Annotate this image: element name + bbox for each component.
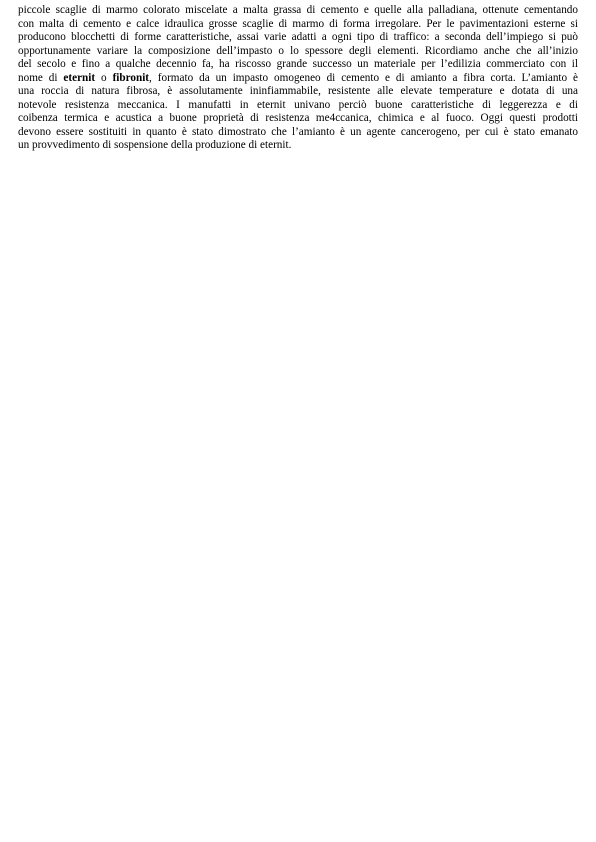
paragraph-line: del secolo e fino a qualche decennio fa, ha riscosso grande successo un materiale per l’edilizia commerciato con il — [18, 58, 578, 70]
paragraph-line: producono blocchetti di forme caratteristiche, assai varie adatti a ogni tipo di traffico: a seconda dell’impiego si può — [18, 31, 578, 43]
paragraph-line: notevole resistenza meccanica. I manufatti in eternit univano perciò buone caratteristiche di leggerezza e di — [18, 98, 578, 111]
paragraph-line: piccole scaglie di marmo colorato miscelate a malta grassa di cemento e quelle alla palladiana, ottenute cementando — [18, 4, 578, 16]
paragraph-line-last: un provvedimento di sospensione della produzione di eternit. — [18, 139, 292, 151]
paragraph-line: una roccia di natura fibrosa, è assolutamente ininfiammabile, resistente alle elevate temperature e dotata di una — [18, 85, 578, 97]
line-suffix: , formato da un impasto omogeneo di cemento e di amianto a fibra corta. L’amianto è — [149, 71, 579, 84]
line-connector: o — [95, 71, 113, 84]
bold-term-fibronit: fibronit — [112, 71, 150, 84]
paragraph-line: opportunamente variare la composizione dell’impasto o lo spessore degli elementi. Ricordiamo anche che all’inizio — [18, 44, 578, 57]
paragraph-line — [18, 72, 578, 86]
line-prefix: nome di — [18, 71, 64, 84]
bold-term-eternit: eternit — [63, 71, 96, 84]
paragraph-line: con malta di cemento e calce idraulica grosse scaglie di marmo di forma irregolare. Per le pavimentazioni esterne si — [18, 17, 578, 30]
paragraph-line: coibenza termica e acustica a buone proprietà di resistenza me4ccanica, chimica e al fuoco. Oggi questi prodotti — [18, 112, 578, 124]
body-paragraph — [18, 4, 578, 153]
paragraph-line: devono essere sostituiti in quanto è stato dimostrato che l’amianto è un agente cancerogeno, per cui è stato emanato — [18, 125, 578, 138]
